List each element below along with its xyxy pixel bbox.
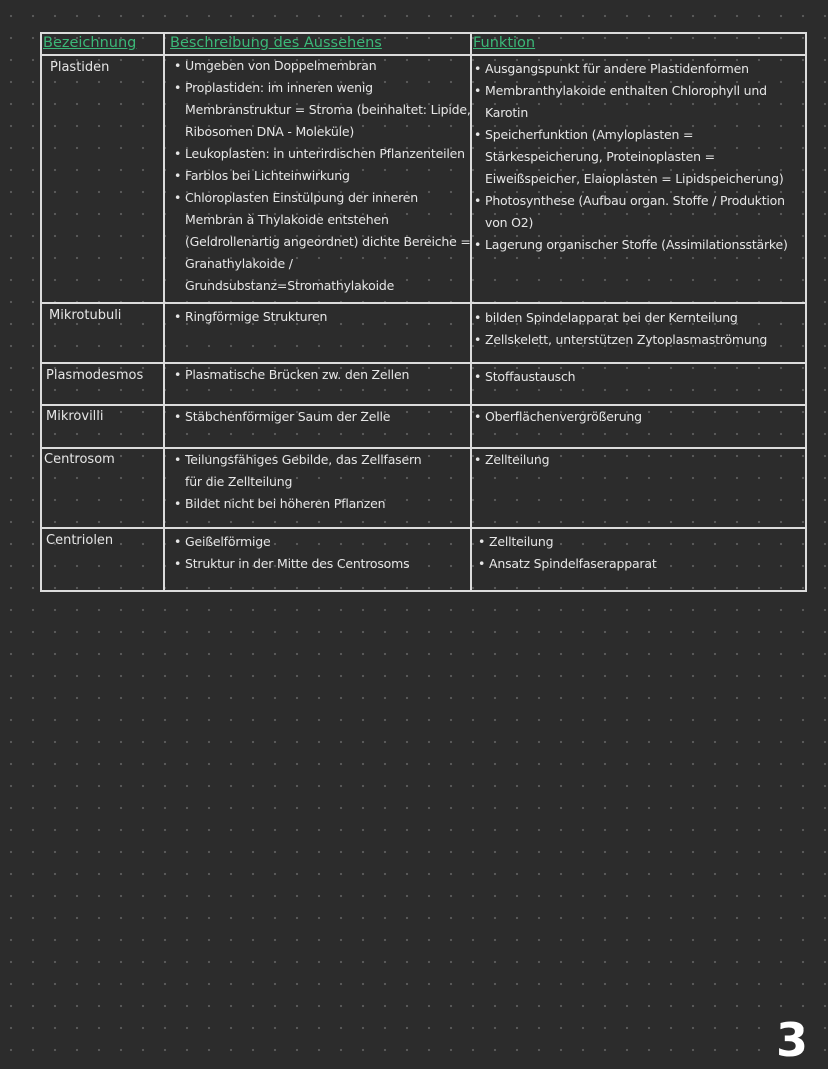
table-row-centrosom <box>40 449 807 527</box>
table-row-centriolen <box>40 529 807 590</box>
description-cell <box>173 306 473 328</box>
function-cell <box>473 307 803 351</box>
row-name: Mikrovilli <box>46 409 104 424</box>
organelle-table <box>40 32 807 592</box>
description-item: • Leukoplasten: in unterirdischen Pflanzenteilen <box>173 143 473 165</box>
function-cell <box>473 366 803 388</box>
description-cell <box>173 449 423 515</box>
function-item: • Oberflächenvergrößerung <box>473 406 803 428</box>
row-name: Plastiden <box>50 60 110 75</box>
row-name: Centriolen <box>46 533 114 548</box>
function-item: • Zellteilung <box>477 531 807 553</box>
table-row-mikrovilli <box>40 406 807 447</box>
page-number: 3 <box>775 1013 808 1067</box>
description-item: • Bildet nicht bei höheren Pflanzen <box>173 493 423 515</box>
description-item: • Plasmatische Brücken zw. den Zellen <box>173 364 473 386</box>
table-row-plastiden <box>40 55 807 302</box>
function-item: • Stoffaustausch <box>473 366 803 388</box>
table-border-top <box>40 32 807 34</box>
description-cell <box>173 531 473 575</box>
function-item: • Speicherfunktion (Amyloplasten = Stärkespeicherung, Proteinoplasten = Eiweißspeicher, Elaioplasten = Lipidspeicherung) <box>473 124 803 190</box>
table-row-mikrotubuli <box>40 304 807 362</box>
row-name: Plasmodesmos <box>46 368 144 383</box>
row-name: Mikrotubuli <box>49 308 122 323</box>
function-cell <box>477 531 807 575</box>
function-item: • Zellteilung <box>473 449 803 471</box>
table-row-plasmodesmos <box>40 364 807 404</box>
description-item: • Struktur in der Mitte des Centrosoms <box>173 553 473 575</box>
table-border-bottom <box>40 590 807 592</box>
description-item: • Geißelförmige <box>173 531 473 553</box>
description-item: • Chloroplasten Einstülpung der inneren Membran à Thylakoide entstehen (Geldrollenartig angeordnet) dichte Bereiche = Granathylakoide / Grundsubstanz=Stromathylakoide <box>173 187 473 297</box>
function-item: • Ansatz Spindelfaserapparat <box>477 553 807 575</box>
description-item: • Umgeben von Doppelmembran <box>173 55 473 77</box>
function-cell <box>473 406 803 428</box>
function-cell <box>473 449 803 471</box>
description-cell <box>173 55 473 297</box>
function-item: • Photosynthese (Aufbau organ. Stoffe / Produktion von O2) <box>473 190 803 234</box>
description-cell <box>173 364 473 386</box>
row-name: Centrosom <box>44 452 115 467</box>
header-funktion: Funktion <box>473 35 536 51</box>
function-item: • bilden Spindelapparat bei der Kernteilung <box>473 307 803 329</box>
description-item: • Ringförmige Strukturen <box>173 306 473 328</box>
function-cell <box>473 58 803 256</box>
header-bezeichnung: Bezeichnung <box>43 35 137 51</box>
description-item: • Stäbchenförmiger Saum der Zelle <box>173 406 473 428</box>
function-item: • Zellskelett, unterstützen Zytoplasmaströmung <box>473 329 803 351</box>
function-item: • Ausgangspunkt für andere Plastidenformen <box>473 58 803 80</box>
function-item: • Membranthylakoide enthalten Chlorophyll und Karotin <box>473 80 803 124</box>
description-cell <box>173 406 473 428</box>
description-item: • Farblos bei Lichteinwirkung <box>173 165 473 187</box>
description-item: • Proplastiden: im inneren wenig Membranstruktur = Stroma (beinhaltet: Lipide, Ribosomen DNA - Moleküle) <box>173 77 473 143</box>
description-item: • Teilungsfähiges Gebilde, das Zellfasern für die Zellteilung <box>173 449 423 493</box>
header-beschreibung: Beschreibung des Aussehens <box>170 35 382 51</box>
function-item: • Lagerung organischer Stoffe (Assimilationsstärke) <box>473 234 803 256</box>
